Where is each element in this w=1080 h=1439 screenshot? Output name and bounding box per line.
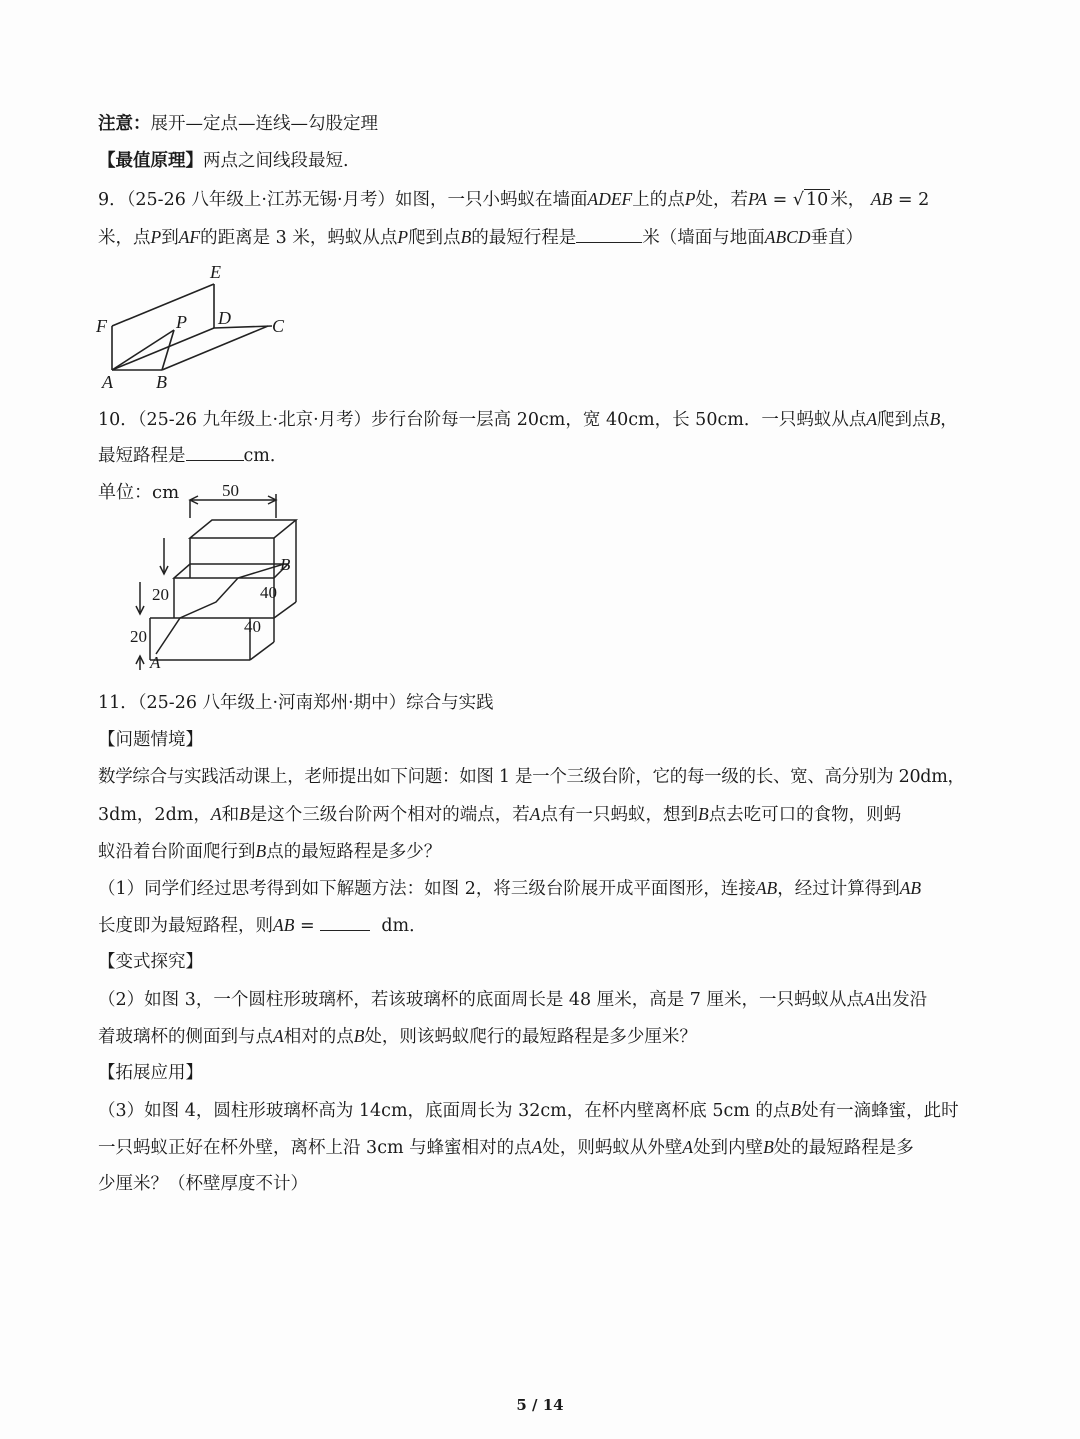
q11-point-b: B xyxy=(255,841,267,861)
q10-text: 爬到点 xyxy=(877,410,930,430)
q9-label-a: A xyxy=(102,372,113,392)
q9-pa: PA xyxy=(747,189,768,209)
q11-text: 和 xyxy=(221,805,240,825)
q9-text: 到 xyxy=(161,228,179,248)
q11-q1-line-2 xyxy=(98,912,984,939)
q9-ab-value: = 2 xyxy=(892,190,930,210)
q10-point-b: B xyxy=(929,409,941,429)
principle-text: 两点之间线段最短. xyxy=(203,151,349,171)
q11-text: ，经过计算得到 xyxy=(777,879,900,899)
q10-mid-face xyxy=(174,564,288,578)
q9-plane: ADEF xyxy=(587,189,633,209)
q11-text: 着玻璃杯的侧面到与点 xyxy=(98,1027,273,1047)
q11-text: （3）如图 4，圆柱形玻璃杯高为 14cm，底面周长为 32cm，在杯内壁离杯底 5cm 的点 xyxy=(98,1101,791,1121)
q9-text: 垂直） xyxy=(810,228,863,248)
page-number: 5 / 14 xyxy=(516,1396,564,1414)
q10-mid-side xyxy=(274,602,296,618)
q9-text: 米（墙面与地面 xyxy=(642,228,765,248)
q9-figure xyxy=(92,258,302,394)
q10-source: （25-26 九年级上·北京·月考） xyxy=(137,410,372,430)
q11-text: dm． xyxy=(381,916,427,936)
q11-text: 出发沿 xyxy=(874,990,928,1010)
q9-fig-line-bc xyxy=(162,326,268,370)
q11-text: 相对的点 xyxy=(283,1027,354,1047)
q9-point-p: P xyxy=(684,189,696,209)
q11-text: （1）同学们经过思考得到如下解题方法：如图 2，将三级台阶展开成平面图形，连接 xyxy=(98,879,756,899)
note-text: 展开—定点—连线—勾股定理 xyxy=(150,114,378,134)
q11-point-b: B xyxy=(353,1026,365,1046)
q9-af: AF xyxy=(178,227,201,247)
q11-heading-situation: 【问题情境】 xyxy=(98,730,203,750)
q11-point-a: A xyxy=(863,989,875,1009)
q11-heading-variant: 【变式探究】 xyxy=(98,952,203,972)
q9-text: 米， xyxy=(830,190,866,210)
q11-text: 长度即为最短路程，则 xyxy=(98,916,273,936)
q11-number: 11． xyxy=(98,693,138,713)
q10-label-40a: 40 xyxy=(260,583,277,602)
q9-text: 上的点 xyxy=(632,190,685,210)
q11-text: 点去吃可口的食物，则蚂 xyxy=(708,805,902,825)
q10-text: cm． xyxy=(243,446,288,466)
q9-point-b: B xyxy=(460,227,472,247)
q9-label-d: D xyxy=(218,308,231,328)
q11-q2-line-2 xyxy=(98,1023,984,1050)
q11-ab: AB xyxy=(899,878,922,898)
q11-q2-line-1 xyxy=(98,986,984,1013)
q9-label-p: P xyxy=(176,312,187,332)
q11-answer-blank[interactable] xyxy=(320,912,370,931)
q11-text: 点的最短路程是多少？ xyxy=(266,842,442,862)
q11-point-b: B xyxy=(790,1100,802,1120)
q11-point-a: A xyxy=(273,1026,284,1046)
q11-text: 处，则该蚂蚁爬行的最短路程是多少厘米？ xyxy=(364,1027,697,1047)
q10-top-face xyxy=(190,520,296,538)
q11-ab: AB xyxy=(755,878,778,898)
q10-label-b: B xyxy=(280,555,291,574)
q11-source: （25-26 八年级上·河南郑州·期中） xyxy=(137,693,407,713)
q9-number: 9． xyxy=(98,190,127,210)
q11-text: 点有一只蚂蚁，想到 xyxy=(540,805,698,825)
q9-source: （25-26 八年级上·江苏无锡·月考） xyxy=(126,190,396,210)
note-label: 注意： xyxy=(98,114,151,134)
q11-ab: AB xyxy=(273,915,295,935)
q9-ab: AB xyxy=(870,189,893,209)
q11-text: 一只蚂蚁正好在杯外壁，离杯上沿 3cm 与蜂蜜相对的点 xyxy=(98,1138,532,1158)
q11-q3-line-2 xyxy=(98,1134,984,1161)
q11-point-a: A xyxy=(682,1137,694,1157)
q11-q3-line-3: 少厘米？（杯壁厚度不计） xyxy=(98,1174,308,1194)
q11-p1-line-3 xyxy=(98,838,984,865)
q9-label-b: B xyxy=(156,372,167,392)
q10-label-20b: 20 xyxy=(130,627,147,646)
q10-label-50: 50 xyxy=(222,481,239,500)
q9-text: 处，若 xyxy=(695,190,748,210)
q10-figure xyxy=(120,478,310,674)
q9-label-f: F xyxy=(96,316,107,336)
q11-title: 综合与实践 xyxy=(406,693,494,713)
q9-label-c: C xyxy=(272,316,285,336)
q9-label-e: E xyxy=(210,262,221,282)
q10-point-a: A xyxy=(866,409,878,429)
q11-text: 处，则蚂蚁从外壁 xyxy=(542,1138,683,1158)
q11-point-a: A xyxy=(531,1137,543,1157)
q10-label-a: A xyxy=(150,653,161,672)
q11-q1-line-1 xyxy=(98,875,984,902)
q9-point-p: P xyxy=(150,227,162,247)
q11-point-a: A xyxy=(529,804,541,824)
q11-text: 蚁沿着台阶面爬行到 xyxy=(98,842,256,862)
q9-text: 米，点 xyxy=(98,228,151,248)
principle-label: 【最值原理】 xyxy=(98,151,203,171)
q9-fig-line-fe xyxy=(112,284,214,326)
q9-fig-line-ad xyxy=(112,328,214,370)
q10-unit-label: 单位：cm xyxy=(98,482,180,503)
q9-abcd: ABCD xyxy=(764,227,811,247)
q9-line-2 xyxy=(98,224,984,251)
note-line xyxy=(98,111,984,137)
q11-text: 处有一滴蜂蜜，此时 xyxy=(801,1101,959,1121)
q10-low-side xyxy=(250,642,274,660)
q11-point-a: A xyxy=(210,804,222,824)
q11-heading-extend: 【拓展应用】 xyxy=(98,1063,203,1083)
q11-p1-line-2 xyxy=(98,801,984,828)
q9-text: 的最短行程是 xyxy=(471,228,577,248)
q11-point-b: B xyxy=(697,804,709,824)
q11-text: 处的最短路程是多 xyxy=(773,1138,914,1158)
q11-text: 是这个三级台阶两个相对的端点，若 xyxy=(249,805,530,825)
q10-line-2 xyxy=(98,442,984,469)
q9-fig-line-ap xyxy=(112,330,174,370)
q10-label-20a: 20 xyxy=(152,585,169,604)
q9-text: 爬到点 xyxy=(408,228,461,248)
q9-text: 如图，一只小蚂蚁在墙面 xyxy=(395,190,588,210)
q9-line-1: 9．（25-26 八年级上·江苏无锡·月考）如图，一只小蚂蚁在墙面ADEF上的点P处，若PA = √ 10 米， AB = 2 xyxy=(98,189,930,210)
q9-point-p: P xyxy=(397,227,409,247)
q11-text: 3dm，2dm， xyxy=(98,805,211,825)
q11-point-b: B xyxy=(239,804,250,824)
principle-line xyxy=(98,148,984,174)
q11-p1-line-1: 数学综合与实践活动课上，老师提出如下问题：如图 1 是一个三级台阶，它的每一级的长、宽、高分别为 20dm， xyxy=(98,767,965,787)
q9-eq: = xyxy=(767,190,793,210)
q9-answer-blank[interactable] xyxy=(576,224,642,243)
q9-sqrt-value: 10 xyxy=(806,190,829,210)
q10-text: 最短路程是 xyxy=(98,446,186,466)
q10-line-1 xyxy=(98,406,984,433)
q10-text: 步行台阶每一层高 20cm，宽 40cm，长 50cm．一只蚂蚁从点 xyxy=(371,410,867,430)
q11-point-b: B xyxy=(763,1137,774,1157)
q11-eq: = xyxy=(294,916,321,936)
q11-text: （2）如图 3，一个圆柱形玻璃杯，若该玻璃杯的底面周长是 48 厘米，高是 7 厘米，一只蚂蚁从点 xyxy=(98,990,864,1010)
q10-label-40b: 40 xyxy=(244,617,261,636)
q10-number: 10． xyxy=(98,410,138,430)
q11-text: 处到内壁 xyxy=(693,1138,764,1158)
q11-line-1 xyxy=(98,690,984,716)
q11-q3-line-1 xyxy=(98,1097,984,1124)
q10-text: ， xyxy=(940,410,958,430)
q9-text: 的距离是 3 米，蚂蚁从点 xyxy=(200,228,398,248)
q10-answer-blank[interactable] xyxy=(186,442,244,461)
